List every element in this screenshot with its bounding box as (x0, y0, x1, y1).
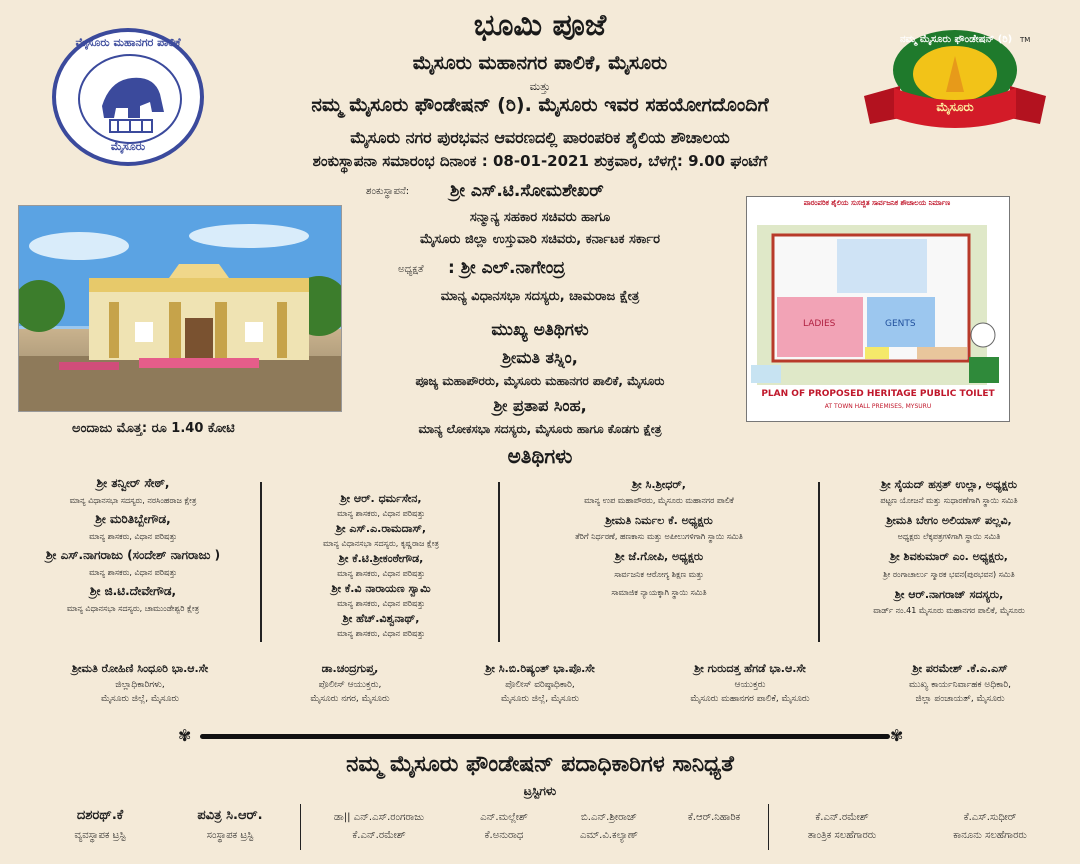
col1-guest-4-role: ಮಾನ್ಯ ವಿಧಾನಸಭಾ ಸದಸ್ಯರು, ಚಾಮುಂಡೇಶ್ವರಿ ಕ್ಷೇತ್ರ (66, 604, 200, 613)
official-1-role-2: ಮೈಸೂರು ಜಿಲ್ಲೆ, ಮೈಸೂರು (101, 694, 179, 704)
trustee-1-name: ದಶರಥ್.ಕೆ (76, 808, 124, 823)
col2-guest-1-role: ಮಾನ್ಯ ಶಾಸಕರು, ವಿಧಾನ ಪರಿಷತ್ತು (337, 509, 425, 518)
advisor-1-role: ತಾಂತ್ರಿಕ ಸಲಹೆಗಾರರು (807, 830, 877, 841)
trustee-5b: ಎಮ್.ವಿ.ಕಲ್ಯಾಣ್ (580, 830, 638, 841)
header-line-2: ಮತ್ತು (529, 80, 551, 93)
col1-guest-2-name: ಶ್ರೀ ಮರಿತಿಬ್ಬೇಗೌಡ, (95, 512, 171, 526)
col4-guest-4-role: ವಾರ್ಡ್ ನಂ.41 ಮೈಸೂರು ಮಹಾನಗರ ಪಾಲಿಕೆ, ಮೈಸೂರು (873, 606, 1025, 615)
guests-heading: ಅತಿಥಿಗಳು (507, 444, 573, 468)
floor-plan-drawing (747, 197, 1009, 421)
official-1-role-1: ಜಿಲ್ಲಾಧಿಕಾರಿಗಳು, (115, 680, 165, 690)
ceremony-date-line: ಶಂಕುಸ್ಥಾಪನಾ ಸಮಾರಂಭ ದಿನಾಂಕ : 08-01-2021 ಶುಕ್ರವಾರ, ಬೆಳಗ್ಗೆ: 9.00 ಘಂಟೆಗೆ (312, 152, 768, 170)
mysuru-city-corporation-seal (52, 28, 204, 166)
col2-guest-4-role: ಮಾನ್ಯ ಶಾಸಕರು, ವಿಧಾನ ಪರಿಷತ್ತು (337, 599, 425, 608)
chief-guest-2-role: ಮಾನ್ಯ ಲೋಕಸಭಾ ಸದಸ್ಯರು, ಮೈಸೂರು ಹಾಗೂ ಕೊಡಗು ಕ್ಷೇತ್ರ (418, 422, 662, 436)
president-name: : ಶ್ರೀ ಎಲ್.ನಾಗೇಂದ್ರ (448, 258, 565, 278)
trustee-4a: ಎನ್.ಮಲ್ಲೇಶ್ (480, 812, 528, 823)
col2-guest-2-role: ಮಾನ್ಯ ವಿಧಾನಸಭಾ ಸದಸ್ಯರು, ಕೃಷ್ಣರಾಜ ಕ್ಷೇತ್ರ (323, 539, 439, 548)
ornamental-rule (200, 734, 890, 739)
building-illustration (19, 206, 341, 411)
official-2-name: ಡಾ.ಚಂದ್ರಗುಪ್ತ, (321, 662, 379, 675)
footer-heading: ನಮ್ಮ ಮೈಸೂರು ಫೌಂಡೇಷನ್ ಪದಾಧಿಕಾರಿಗಳ ಸಾನಿಧ್ಯತೆ (346, 752, 734, 777)
col3-guest-2-role: ತೆರಿಗೆ ನಿರ್ಧರಣೆ, ಹಣಕಾಸು ಮತ್ತು ಅಪೀಲುಗಳಿಗಾಗಿ ಸ್ಥಾಯಿ ಸಮಿತಿ (575, 532, 743, 541)
official-5-role-1: ಮುಖ್ಯ ಕಾರ್ಯನಿರ್ವಾಹಕ ಅಧಿಕಾರಿ, (909, 680, 1011, 690)
col1-guest-2-role: ಮಾನ್ಯ ಶಾಸಕರು, ವಿಧಾನ ಪರಿಷತ್ತು (89, 532, 177, 541)
col2-guest-3-role: ಮಾನ್ಯ ಶಾಸಕರು, ವಿಧಾನ ಪರಿಷತ್ತು (337, 569, 425, 578)
chief-guests-heading: ಮುಖ್ಯ ಅತಿಥಿಗಳು (491, 320, 589, 340)
ornament-right-icon: ✾ (890, 726, 904, 745)
col4-guest-2-role: ಅಧ್ಯಕ್ಷರು ಲೆಕ್ಕಪತ್ರಗಳಿಗಾಗಿ ಸ್ಥಾಯಿ ಸಮಿತಿ (897, 532, 1001, 541)
chief-guest-2-name: ಶ್ರೀ ಪ್ರತಾಪ ಸಿಂಹ, (493, 396, 587, 415)
col3-guest-3-name: ಶ್ರೀ ಜೆ.ಗೋಪಿ, ಅಧ್ಯಕ್ಷರು (614, 550, 704, 563)
official-4-role-1: ಆಯುಕ್ತರು (734, 680, 766, 690)
col1-guest-1-role: ಮಾನ್ಯ ವಿಧಾನಸಭಾ ಸದಸ್ಯರು, ನರಸಿಂಹರಾಜ ಕ್ಷೇತ್ರ (69, 496, 197, 505)
col3-guest-1-name: ಶ್ರೀ ಸಿ.ಶ್ರೀಧರ್, (632, 478, 686, 491)
trustee-4b: ಕೆ.ಅನುರಾಧ (484, 830, 524, 841)
col4-guest-3-name: ಶ್ರೀ ಶಿವಕುಮಾರ್ ಎಂ. ಅಧ್ಯಕ್ಷರು, (890, 550, 1008, 563)
plan-sub-caption: AT TOWN HALL PREMISES, MYSURU (824, 403, 932, 410)
ornament-left-icon: ✾ (178, 726, 192, 745)
footer-divider-1 (300, 804, 301, 850)
foundation-role-2: ಮೈಸೂರು ಜಿಲ್ಲಾ ಉಸ್ತುವಾರಿ ಸಚಿವರು, ಕರ್ನಾಟಕ ಸರ್ಕಾರ (420, 232, 660, 247)
foundation-laid-by-name: ಶ್ರೀ ಎಸ್.ಟಿ.ಸೋಮಶೇಖರ್ (450, 181, 604, 201)
official-3-name: ಶ್ರೀ ಸಿ.ಬಿ.ರಿಷ್ಯಂತ್ ಭಾ.ಪೊ.ಸೇ (485, 662, 595, 675)
president-role: ಮಾನ್ಯ ವಿಧಾನಸಭಾ ಸದಸ್ಯರು, ಚಾಮರಾಜ ಕ್ಷೇತ್ರ (440, 289, 640, 304)
president-label: ಅಧ್ಯಕ್ಷತೆ (398, 264, 424, 275)
header-line-4: ಮೈಸೂರು ನಗರ ಪುರಭವನ ಆವರಣದಲ್ಲಿ ಪಾರಂಪರಿಕ ಶೈಲಿಯ ಶೌಚಾಲಯ (350, 128, 730, 147)
col2-guest-5-name: ಶ್ರೀ ಹೆಚ್.ವಿಶ್ವನಾಥ್, (342, 612, 420, 625)
col3-guest-3-role: ಸಾರ್ವಜನಿಕ ಆರೋಗ್ಯ ಶಿಕ್ಷಣ ಮತ್ತು (614, 570, 704, 579)
col4-guest-1-name: ಶ್ರೀ ಸೈಯದ್ ಹಸ್ರತ್ ಉಲ್ಲಾ, ಅಧ್ಯಕ್ಷರು (880, 478, 1018, 491)
col4-guest-1-role: ಪಟ್ಟಣ ಯೋಜನೆ ಮತ್ತು ಸುಧಾರಣೆಗಾಗಿ ಸ್ಥಾಯಿ ಸಮಿತಿ (880, 496, 1018, 505)
trustee-6a: ಕೆ.ಆರ್.ನಿಹಾರಿಕ (687, 812, 741, 823)
col2-guest-3-name: ಶ್ರೀ ಕೆ.ಟಿ.ಶ್ರೀಕಂಠೇಗೌಡ, (338, 552, 424, 565)
official-3-role-1: ಪೊಲೀಸ್ ವರಿಷ್ಠಾಧಿಕಾರಿ, (505, 680, 575, 690)
col1-guest-4-name: ಶ್ರೀ ಜಿ.ಟಿ.ದೇವೇಗೌಡ, (89, 584, 177, 598)
col2-guest-2-name: ಶ್ರೀ ಎಸ್.ಎ.ರಾಮದಾಸ್, (335, 522, 427, 535)
column-divider-2 (498, 482, 500, 642)
chief-guest-1-role: ಪೂಜ್ಯ ಮಹಾಪೌರರು, ಮೈಸೂರು ಮಹಾನಗರ ಪಾಲಿಕೆ, ಮೈಸೂರು (415, 374, 665, 388)
col4-guest-4-name: ಶ್ರೀ ಆರ್.ನಾಗರಾಜ್ ಸದಸ್ಯರು, (894, 588, 1004, 601)
namma-mysuru-foundation-logo (860, 22, 1050, 130)
col1-guest-3-name: ಶ್ರೀ ಎಸ್.ನಾಗರಾಜು (ಸಂದೇಶ್ ನಾಗರಾಜು ) (45, 548, 221, 562)
official-2-role-2: ಮೈಸೂರು ನಗರ, ಮೈಸೂರು (310, 694, 390, 704)
trustee-3a: ಡಾ|| ಎನ್.ಎಸ್.ರಂಗರಾಜು (333, 812, 425, 823)
seal-bottom-text: ಮೈಸೂರು (110, 140, 146, 153)
official-1-name: ಶ್ರೀಮತಿ ರೋಹಿಣಿ ಸಿಂಧೂರಿ ಭಾ.ಆ.ಸೇ (71, 662, 209, 675)
seal-emblem-ring (78, 54, 182, 144)
col2-guest-5-role: ಮಾನ್ಯ ಶಾಸಕರು, ವಿಧಾನ ಪರಿಷತ್ತು (337, 629, 425, 638)
col4-guest-3-role: ಶ್ರೀ ರಂಗಾಚಾರ್ಲು ಸ್ಮಾರಕ ಭವನ(ಪುರಭವನ) ಸಮಿತಿ (883, 570, 1015, 579)
plan-gents-label: GENTS (885, 319, 916, 329)
col1-guest-3-role: ಮಾನ್ಯ ಶಾಸಕರು, ವಿಧಾನ ಪರಿಷತ್ತು (89, 568, 177, 577)
advisor-2-name: ಕೆ.ಎಸ್.ಸುಧೀರ್ (963, 812, 1017, 823)
heritage-toilet-rendering (18, 205, 342, 412)
trustee-2-role: ಸಂಸ್ಥಾಪಕ ಟ್ರಸ್ಟಿ (206, 830, 254, 841)
trademark-mark: TM (1020, 36, 1031, 44)
foundation-logo-ribbon: ಮೈಸೂರು (936, 100, 974, 114)
advisor-2-role: ಕಾನೂನು ಸಲಹೆಗಾರರು (953, 830, 1027, 841)
footer-divider-2 (768, 804, 769, 850)
trustees-label: ಟ್ರಸ್ಟಿಗಳು (523, 784, 557, 798)
col4-guest-2-name: ಶ್ರೀಮತಿ ಬೇಗಂ ಅಲಿಯಾಸ್ ಪಲ್ಲವಿ, (886, 514, 1012, 527)
col1-guest-1-name: ಶ್ರೀ ತನ್ವೀರ್ ಸೇಠ್, (96, 476, 170, 490)
column-divider-3 (818, 482, 820, 642)
trustee-3b: ಕೆ.ಎನ್.ರಮೇಶ್ (352, 830, 406, 841)
official-3-role-2: ಮೈಸೂರು ಜಿಲ್ಲೆ, ಮೈಸೂರು (501, 694, 579, 704)
foundation-logo-text: ನಮ್ಮ ಮೈಸೂರು ಫೌಂಡೇಷನ್ (ರಿ) (900, 34, 1013, 45)
seal-top-text: ಮೈಸೂರು ಮಹಾನಗರ ಪಾಲಿಕೆ (75, 36, 181, 49)
toilet-floor-plan (746, 196, 1010, 422)
chief-guest-1-name: ಶ್ರೀಮತಿ ತಸ್ನಿಂ, (502, 348, 578, 367)
column-divider-1 (260, 482, 262, 642)
official-4-name: ಶ್ರೀ ಗುರುದತ್ತ ಹೆಗಡೆ ಭಾ.ಆ.ಸೇ (694, 662, 806, 675)
col2-guest-1-name: ಶ್ರೀ ಆರ್. ಧರ್ಮಸೇನ, (340, 492, 422, 505)
trustee-1-role: ವ್ಯವಸ್ಥಾಪಕ ಟ್ರಸ್ಟಿ (74, 830, 126, 841)
col3-guest-1-role: ಮಾನ್ಯ ಉಪ ಮಹಾಪೌರರು, ಮೈಸೂರು ಮಹಾನಗರ ಪಾಲಿಕೆ (584, 496, 734, 505)
trustee-2-name: ಪವಿತ್ರ ಸಿ.ಆರ್. (197, 808, 263, 823)
official-4-role-2: ಮೈಸೂರು ಮಹಾನಗರ ಪಾಲಿಕೆ, ಮೈಸೂರು (690, 694, 810, 704)
col3-guest-2-name: ಶ್ರೀಮತಿ ನಿರ್ಮಲ ಕೆ. ಅಧ್ಯಕ್ಷರು (605, 514, 713, 527)
foundation-role-1: ಸನ್ಮಾನ್ಯ ಸಹಕಾರ ಸಚಿವರು ಹಾಗೂ (469, 210, 611, 225)
trustee-5a: ಬಿ.ಎನ್.ಶ್ರೀರಾಜ್ (581, 812, 637, 823)
foundation-label: ಶಂಕುಸ್ಥಾಪನೆ: (366, 186, 410, 197)
official-2-role-1: ಪೊಲೀಸ್ ಆಯುಕ್ತರು, (318, 680, 382, 690)
official-5-role-2: ಜಿಲ್ಲಾ ಪಂಚಾಯತ್, ಮೈಸೂರು (915, 694, 1005, 704)
advisor-1-name: ಕೆ.ಎನ್.ರಮೇಶ್ (815, 812, 869, 823)
col3-guest-3-role-2: ಸಾಮಾಜಿಕ ನ್ಯಾಯಕ್ಕಾಗಿ ಸ್ಥಾಯಿ ಸಮಿತಿ (611, 588, 707, 597)
plan-ladies-label: LADIES (803, 319, 836, 329)
col2-guest-4-name: ಶ್ರೀ ಕೆ.ವಿ ನಾರಾಯಣ ಸ್ವಾಮಿ (331, 582, 431, 595)
page-title: ಭೂಮಿ ಪೂಜೆ (473, 8, 607, 43)
header-line-3: ನಮ್ಮ ಮೈಸೂರು ಫೌಂಡೇಷನ್ (ರಿ). ಮೈಸೂರು ಇವರ ಸಹಯೋಗದೊಂದಿಗೆ (311, 94, 769, 116)
plan-top-title: ಪಾರಂಪರಿಕ ಶೈಲಿಯ ಸುಸಜ್ಜಿತ ಸಾರ್ವಜನಿಕ ಶೌಚಾಲಯ ನಿರ್ಮಾಣ (803, 199, 951, 207)
estimated-cost: ಅಂದಾಜು ಮೊತ್ತ: ರೂ 1.40 ಕೋಟಿ (72, 421, 235, 436)
official-5-name: ಶ್ರೀ ಪರಮೇಶ್ .ಕೆ.ಎ.ಎಸ್ (912, 662, 1008, 675)
elephant-emblem-icon (80, 56, 180, 142)
header-line-1: ಮೈಸೂರು ಮಹಾನಗರ ಪಾಲಿಕೆ, ಮೈಸೂರು (412, 52, 668, 74)
plan-caption: PLAN OF PROPOSED HERITAGE PUBLIC TOILET (761, 389, 995, 399)
